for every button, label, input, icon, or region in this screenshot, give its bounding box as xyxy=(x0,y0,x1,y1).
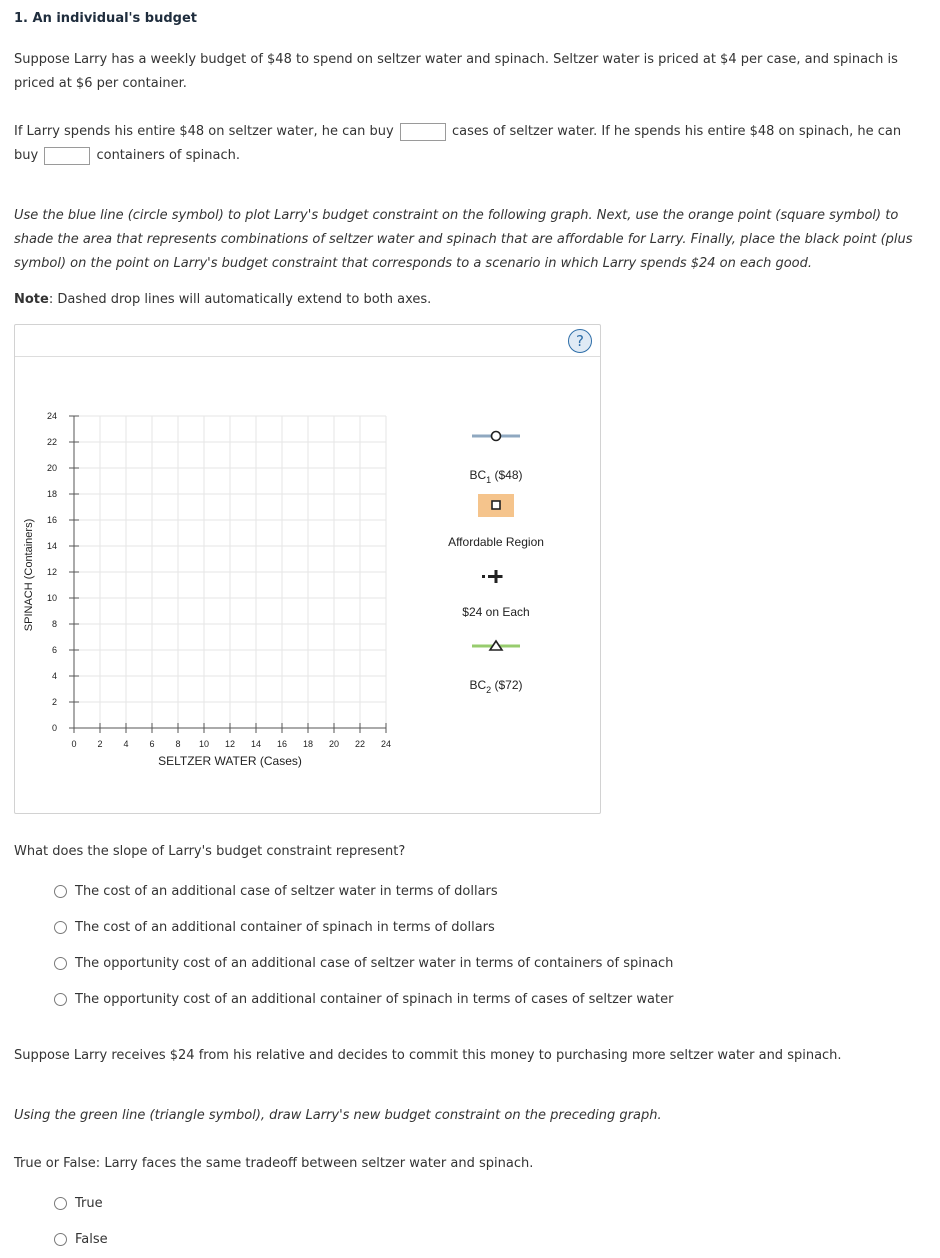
tool-bc1[interactable] xyxy=(472,432,520,441)
slope-question: What does the slope of Larry's budget constraint represent? xyxy=(14,844,406,859)
note-label: Note xyxy=(14,292,49,307)
y-tick-label: 16 xyxy=(46,515,57,525)
slope-option-2[interactable] xyxy=(54,920,495,935)
y-tick-label: 2 xyxy=(51,697,57,707)
y-tick-label: 22 xyxy=(46,437,57,447)
x-tick-label: 22 xyxy=(354,739,366,749)
fill-in-part2: cases of seltzer water. If he spends his entire $48 on spinach, he can buy xyxy=(14,124,902,163)
y-tick-label: 6 xyxy=(51,645,57,655)
legend-affordable-label: Affordable Region xyxy=(448,535,544,549)
x-tick-label: 20 xyxy=(328,739,340,749)
x-tick-label: 16 xyxy=(276,739,288,749)
radio-button[interactable] xyxy=(54,1197,67,1210)
option-label: True xyxy=(75,1196,103,1211)
y-tick-label: 18 xyxy=(46,489,57,499)
dash-icon xyxy=(482,575,485,578)
x-tick-label: 10 xyxy=(198,739,210,749)
relative-text: Suppose Larry receives $24 from his relative and decides to commit this money to purchasing more seltzer water and spinach. xyxy=(14,1048,842,1063)
option-label: The cost of an additional container of spinach in terms of dollars xyxy=(75,920,495,935)
graph-grid xyxy=(74,416,386,728)
x-tick-label: 18 xyxy=(302,739,314,749)
radio-button[interactable] xyxy=(54,921,67,934)
legend-bc1-label: $BC_1$ ($48) xyxy=(469,468,523,485)
fill-in-part3: containers of spinach. xyxy=(96,148,240,163)
y-tick-label: 4 xyxy=(51,671,57,681)
x-tick-label: 4 xyxy=(123,739,129,749)
x-tick-label: 0 xyxy=(71,739,77,749)
radio-button[interactable] xyxy=(54,957,67,970)
slope-option-4[interactable] xyxy=(54,992,673,1007)
plus-icon xyxy=(490,570,503,583)
slope-option-1[interactable] xyxy=(54,884,498,899)
option-label: The opportunity cost of an additional container of spinach in terms of cases of seltzer water xyxy=(75,992,674,1007)
y-tick-label: 8 xyxy=(51,619,57,629)
x-tick-label: 12 xyxy=(224,739,236,749)
x-tick-label: 2 xyxy=(97,739,103,749)
fill-in-part1: If Larry spends his entire $48 on seltzer water, he can buy xyxy=(14,124,394,139)
tf-option-false[interactable] xyxy=(54,1232,108,1247)
y-tick-label: 24 xyxy=(46,411,57,421)
legend-24-each-label: $24 on Each xyxy=(462,605,530,619)
legend-bc2-label: $BC_2$ ($72) xyxy=(469,678,523,695)
slope-option-3[interactable] xyxy=(54,956,673,971)
x-axis-label: SELTZER WATER (Cases) xyxy=(158,754,302,768)
tf-question: True or False: Larry faces the same tradeoff between seltzer water and spinach. xyxy=(14,1156,534,1171)
x-tick-label: 6 xyxy=(149,739,155,749)
tool-affordable-region[interactable] xyxy=(478,494,514,517)
circle-icon xyxy=(492,432,501,441)
option-label: False xyxy=(75,1232,108,1247)
y-tick-label: 20 xyxy=(46,463,57,473)
y-tick-label: 0 xyxy=(51,723,57,733)
option-label: The opportunity cost of an additional case of seltzer water in terms of containers of spinach xyxy=(75,956,674,971)
graph-instructions: Use the blue line (circle symbol) to plot Larry's budget constraint on the following graph. Next, use the orange point (square symbol) to shade the area that represents combinations of seltzer water and spinach that are affordable for Larry. Finally, place the black point (plus symbol) on the point on Larry's budget constraint that corresponds to a scenario in which Larry spends $24 on each good. xyxy=(14,208,913,271)
tool-bc2[interactable] xyxy=(472,641,520,650)
y-tick-label: 14 xyxy=(46,541,57,551)
y-tick-labels xyxy=(47,411,57,733)
x-tick-label: 14 xyxy=(250,739,262,749)
intro-text: Suppose Larry has a weekly budget of $48 to spend on seltzer water and spinach. Seltzer water is priced at $4 per case, and spinach is priced at $6 per container. xyxy=(14,52,898,91)
green-line-instruction: Using the green line (triangle symbol), draw Larry's new budget constraint on the preceding graph. xyxy=(14,1108,662,1123)
y-tick-label: 12 xyxy=(46,567,57,577)
x-tick-labels xyxy=(71,739,391,749)
x-tick-label: 24 xyxy=(380,739,392,749)
y-axis-label: SPINACH (Containers) xyxy=(23,518,35,632)
note-text: : Dashed drop lines will automatically extend to both axes. xyxy=(48,292,432,307)
square-icon xyxy=(492,501,500,509)
problem-title: 1. An individual's budget xyxy=(14,11,197,26)
option-label: The cost of an additional case of seltzer water in terms of dollars xyxy=(75,884,498,899)
graph-axes xyxy=(69,416,386,733)
tf-option-true[interactable] xyxy=(54,1196,103,1211)
radio-button[interactable] xyxy=(54,885,67,898)
radio-button[interactable] xyxy=(54,993,67,1006)
x-tick-label: 8 xyxy=(175,739,181,749)
radio-button[interactable] xyxy=(54,1233,67,1246)
y-tick-label: 10 xyxy=(46,593,57,603)
help-icon[interactable]: ? xyxy=(568,329,592,353)
tool-24-on-each[interactable] xyxy=(482,570,503,583)
